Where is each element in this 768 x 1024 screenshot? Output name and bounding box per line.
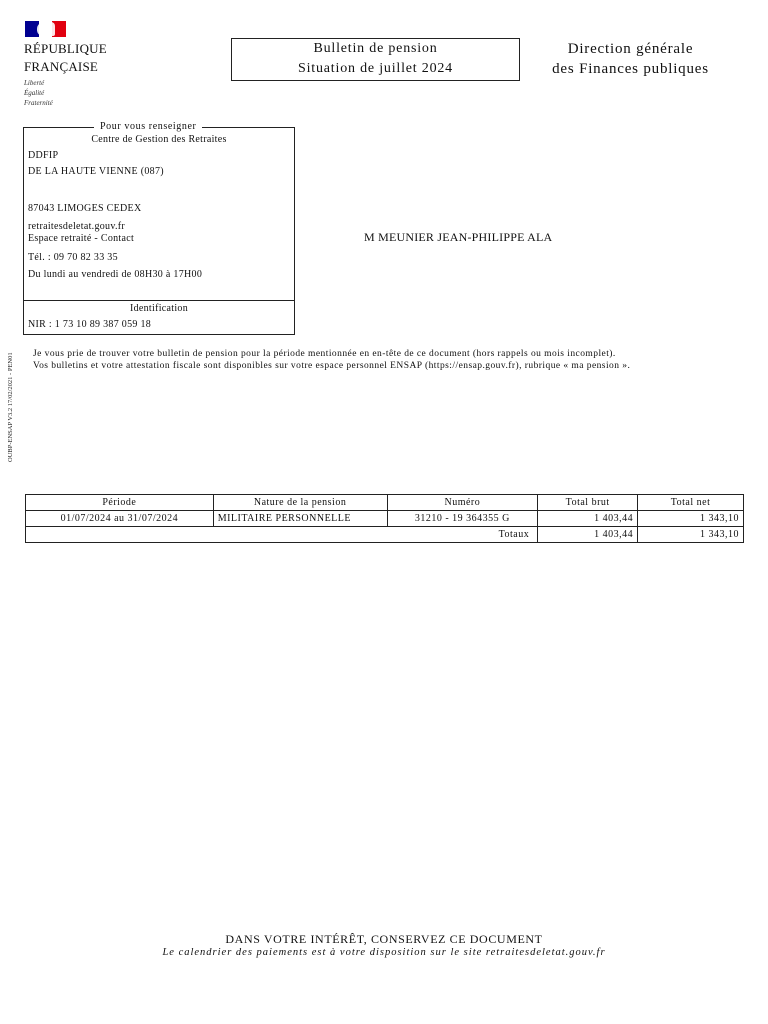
republique-line1: RÉPUBLIQUE bbox=[24, 41, 107, 56]
direction-label bbox=[528, 39, 733, 79]
totals-row bbox=[26, 527, 744, 543]
document-title: Bulletin de pension bbox=[313, 41, 438, 56]
cell-total-net: 1 343,10 bbox=[638, 511, 744, 527]
phone: Tél. : 09 70 82 33 35 bbox=[28, 252, 118, 263]
cell-numero: 31210 - 19 364355 G bbox=[387, 511, 538, 527]
cell-total-brut: 1 403,44 bbox=[538, 511, 638, 527]
table-row bbox=[26, 511, 744, 527]
address: 87043 LIMOGES CEDEX bbox=[28, 203, 142, 214]
hours: Du lundi au vendredi de 08H30 à 17H00 bbox=[28, 269, 203, 280]
direction-line2: des Finances publiques bbox=[552, 61, 709, 77]
republique-line2: FRANÇAISE bbox=[24, 59, 99, 74]
cell-nature: MILITAIRE PERSONNELLE bbox=[213, 511, 387, 527]
info-box bbox=[23, 127, 295, 335]
document-subtitle: Situation de juillet 2024 bbox=[298, 61, 453, 76]
intro-line2: Vos bulletins et votre attestation fiscale sont disponibles sur votre espace personnel ENSAP (https://ensap.gouv.fr), rubrique « ma pension ». bbox=[33, 361, 631, 371]
info-legend: Pour vous renseigner bbox=[94, 121, 202, 132]
intro-line1: Je vous prie de trouver votre bulletin de pension pour la période mentionnée en en-tête de ce document (hors rappels ou mois incomplet). bbox=[33, 349, 616, 359]
totals-brut: 1 403,44 bbox=[538, 527, 638, 543]
marianne-icon bbox=[37, 22, 55, 36]
contact-link[interactable]: Espace retraité - Contact bbox=[28, 233, 135, 244]
cell-periode: 01/07/2024 au 31/07/2024 bbox=[26, 511, 214, 527]
motto-liberte: Liberté bbox=[24, 79, 45, 87]
republique-flag-logo bbox=[25, 21, 66, 37]
totals-label: Totaux bbox=[26, 527, 538, 543]
motto-fraternite: Fraternité bbox=[24, 99, 53, 107]
recipient-name: M MEUNIER JEAN-PHILIPPE ALA bbox=[364, 230, 553, 244]
identification-label: Identification bbox=[129, 303, 189, 314]
nir: NIR : 1 73 10 89 387 059 18 bbox=[28, 319, 152, 330]
totals-net: 1 343,10 bbox=[638, 527, 744, 543]
centre-name: Centre de Gestion des Retraites bbox=[91, 134, 227, 145]
org-line2: DE LA HAUTE VIENNE (087) bbox=[28, 166, 164, 177]
website-link[interactable]: retraitesdeletat.gouv.fr bbox=[28, 221, 126, 232]
motto-egalite: Égalité bbox=[24, 89, 45, 97]
pension-table bbox=[25, 494, 744, 543]
header-total-net: Total net bbox=[638, 495, 744, 511]
footer-notice: DANS VOTRE INTÉRÊT, CONSERVEZ CE DOCUMENT bbox=[225, 932, 543, 946]
header-periode: Période bbox=[26, 495, 214, 511]
table-header-row bbox=[26, 495, 744, 511]
header-numero: Numéro bbox=[387, 495, 538, 511]
document-title-box bbox=[231, 38, 520, 81]
header-total-brut: Total brut bbox=[538, 495, 638, 511]
footer-calendar-note: Le calendrier des paiements est à votre disposition sur le site retraitesdeletat.gouv.fr bbox=[162, 947, 606, 958]
side-code: OUBP-ENSAP V3.2 17/02/2021 - PEN01 bbox=[7, 352, 14, 462]
identification-divider bbox=[24, 300, 294, 301]
org-line1: DDFIP bbox=[28, 150, 59, 161]
header-nature: Nature de la pension bbox=[213, 495, 387, 511]
direction-line1: Direction générale bbox=[567, 41, 694, 57]
